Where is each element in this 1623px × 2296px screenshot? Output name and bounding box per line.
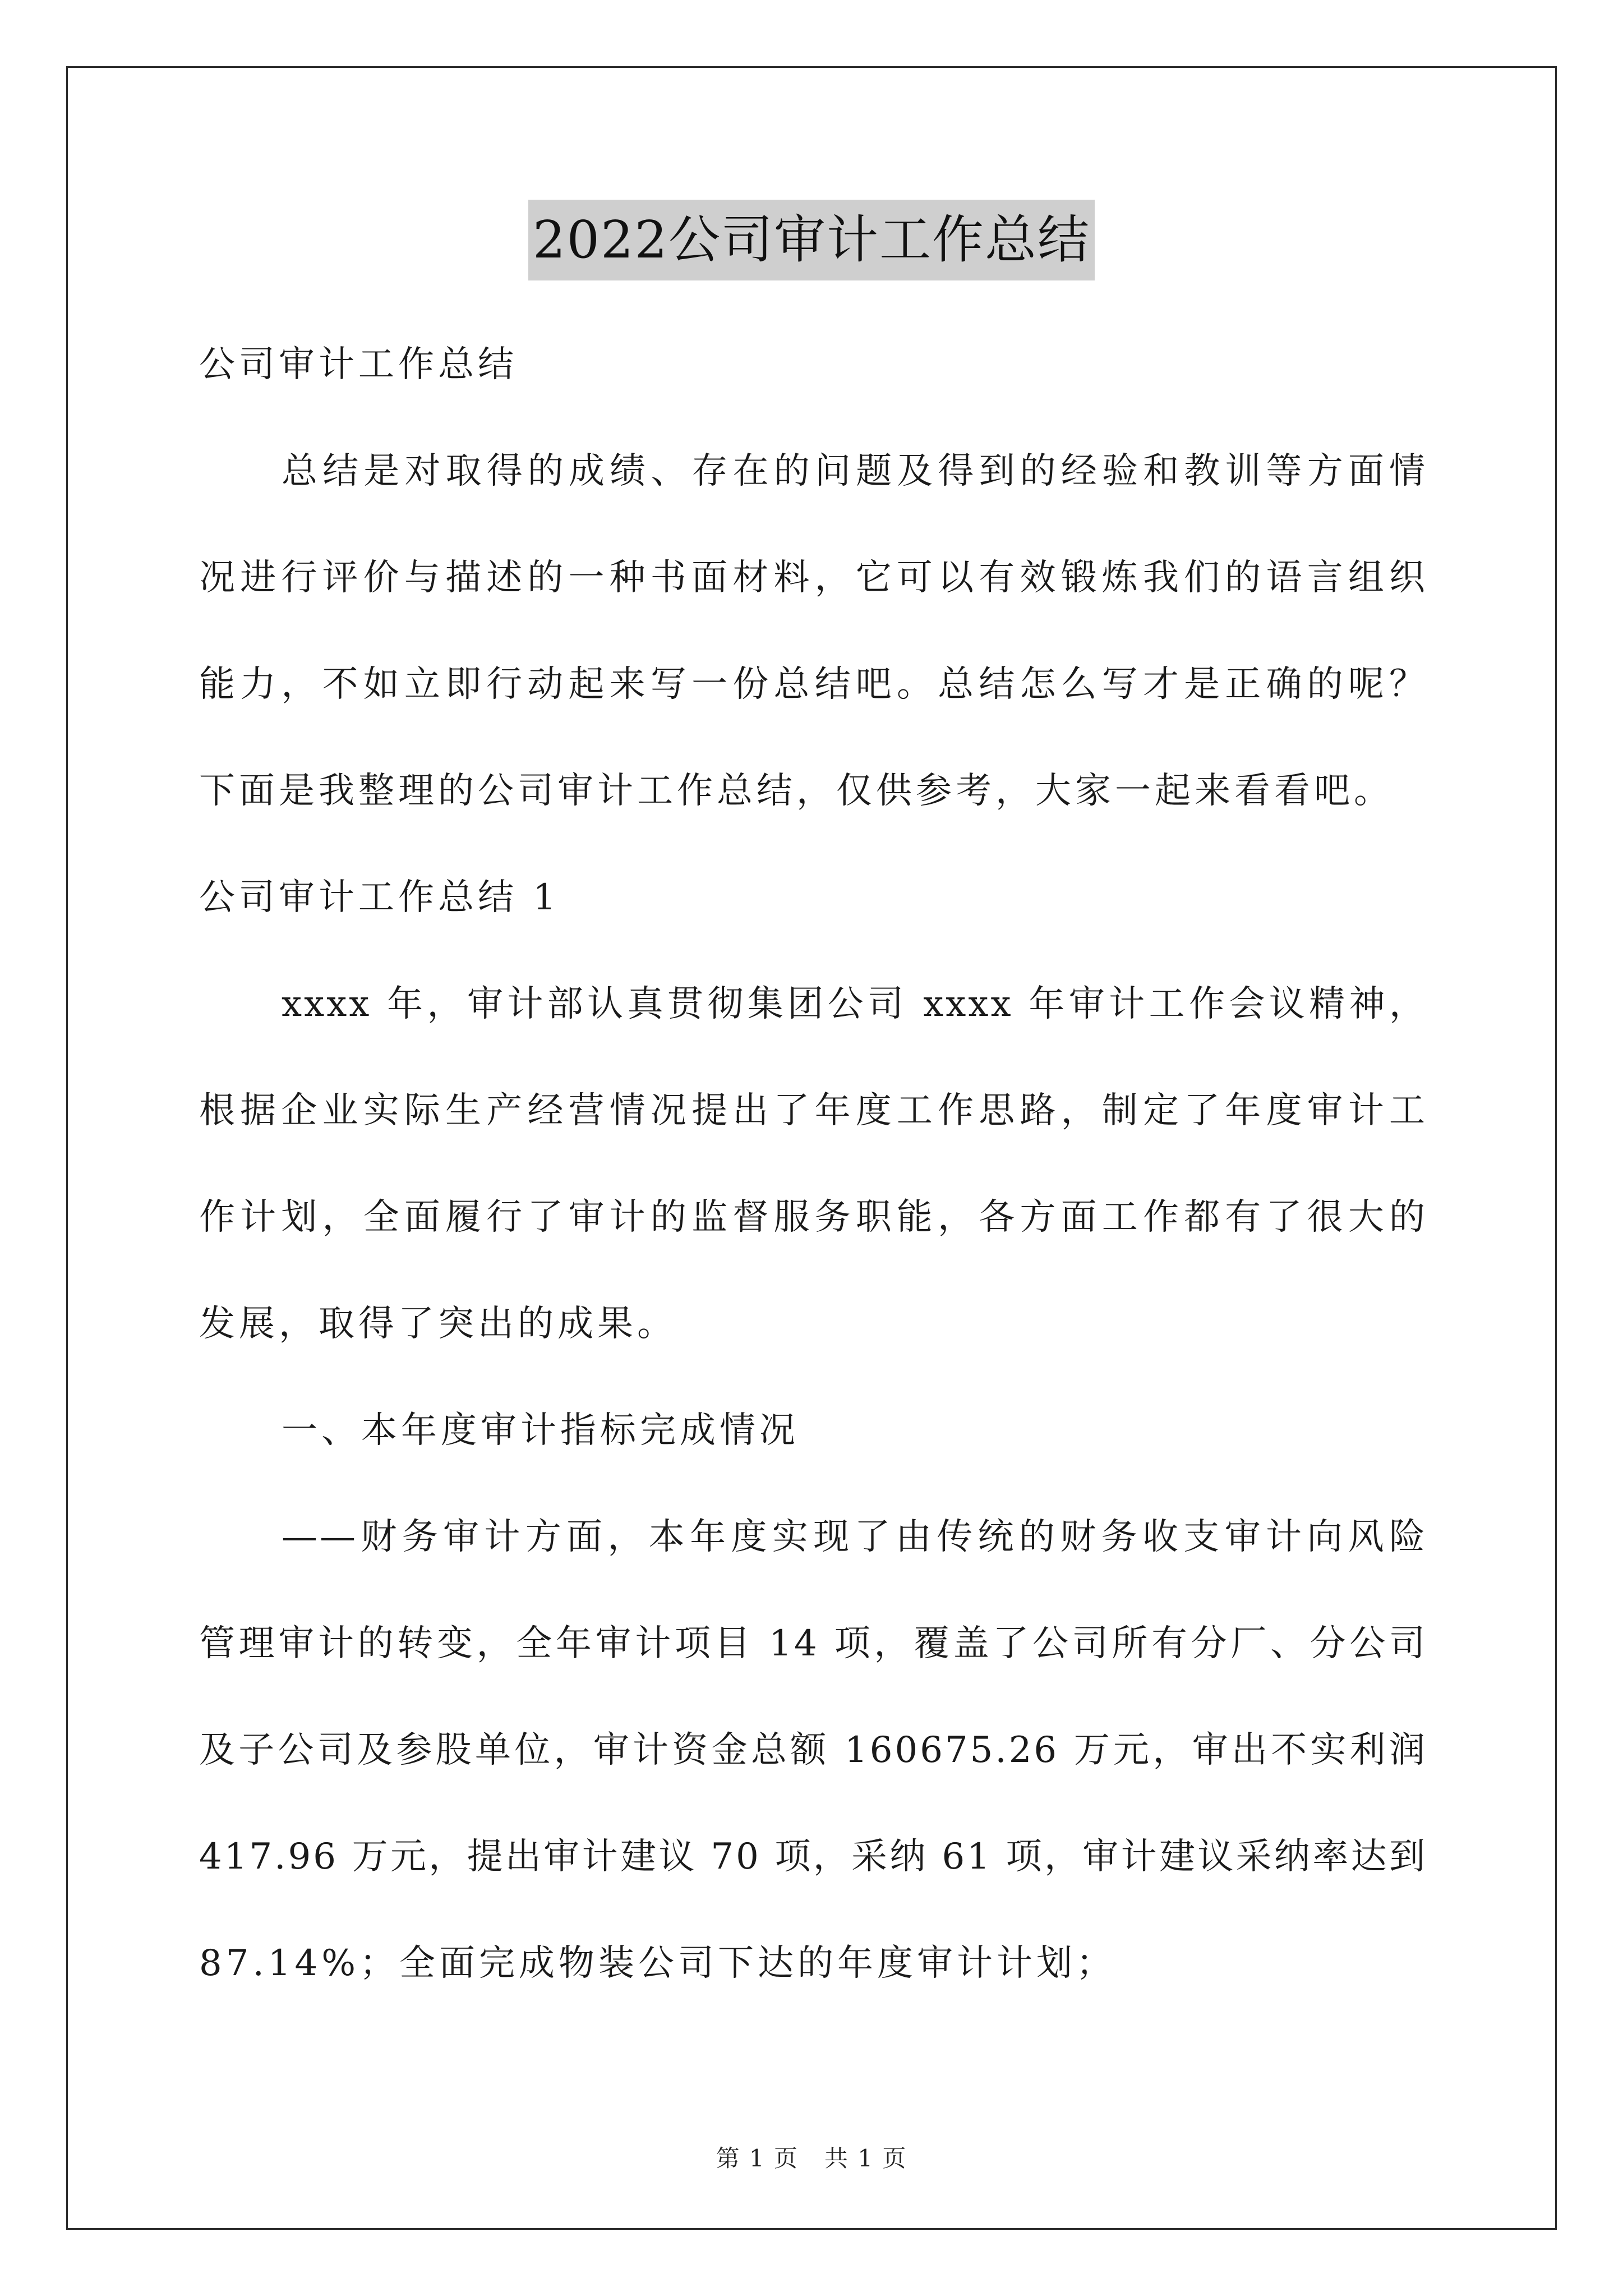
subsection-heading: 一、本年度审计指标完成情况 bbox=[282, 1410, 799, 1451]
paragraph-line: 总结是对取得的成绩、存在的问题及得到的经验和教训等方面情 bbox=[282, 450, 1427, 492]
paragraph-line: ——财务审计方面，本年度实现了由传统的财务收支审计向风险 bbox=[282, 1516, 1427, 1558]
paragraph-line: 87.14%；全面完成物装公司下达的年度审计计划； bbox=[199, 1943, 1117, 1984]
paragraph-line: 管理审计的转变，全年审计项目 14 项，覆盖了公司所有分厂、分公司 bbox=[199, 1623, 1427, 1664]
page-footer bbox=[0, 2140, 1623, 2174]
paragraph-line: 根据企业实际生产经营情况提出了年度工作思路，制定了年度审计工 bbox=[199, 1090, 1427, 1131]
paragraph-line: xxxx 年，审计部认真贯彻集团公司 xxxx 年审计工作会议精神， bbox=[282, 983, 1427, 1025]
page-total: 共 1 页 bbox=[824, 2145, 907, 2172]
subtitle: 公司审计工作总结 bbox=[199, 344, 518, 385]
paragraph-line: 况进行评价与描述的一种书面材料，它可以有效锻炼我们的语言组织 bbox=[199, 557, 1427, 599]
document-title: 2022公司审计工作总结 bbox=[528, 200, 1095, 280]
paragraph-line: 发展，取得了突出的成果。 bbox=[199, 1303, 677, 1345]
page-number: 第 1 页 bbox=[716, 2145, 799, 2172]
paragraph-line: 及子公司及参股单位，审计资金总额 160675.26 万元，审出不实利润 bbox=[199, 1729, 1427, 1771]
title-area bbox=[0, 200, 1623, 280]
section-heading: 公司审计工作总结 1 bbox=[199, 877, 560, 918]
paragraph-line: 下面是我整理的公司审计工作总结，仅供参考，大家一起来看看吧。 bbox=[199, 770, 1394, 812]
paragraph-line: 作计划，全面履行了审计的监督服务职能，各方面工作都有了很大的 bbox=[199, 1197, 1427, 1238]
paragraph-line: 417.96 万元，提出审计建议 70 项，采纳 61 项，审计建议采纳率达到 bbox=[199, 1836, 1427, 1878]
document-body bbox=[199, 311, 1427, 2017]
paragraph-line: 能力，不如立即行动起来写一份总结吧。总结怎么写才是正确的呢？ bbox=[199, 664, 1427, 705]
